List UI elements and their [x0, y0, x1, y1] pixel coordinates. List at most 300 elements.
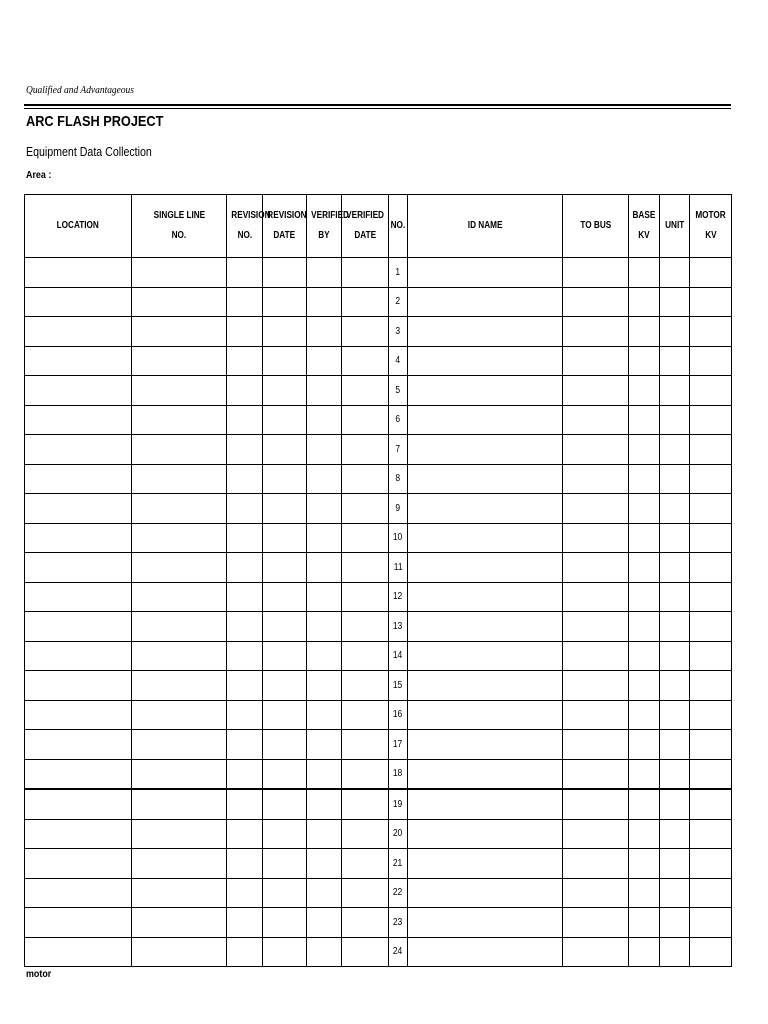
- table-cell: [660, 671, 690, 701]
- row-number-cell: [389, 908, 408, 938]
- table-cell: [263, 789, 307, 819]
- table-cell: [690, 908, 732, 938]
- row-number-cell: [389, 700, 408, 730]
- table-cell: [408, 908, 563, 938]
- table-row: [25, 287, 732, 317]
- table-cell: [342, 641, 389, 671]
- table-cell: [563, 435, 629, 465]
- row-number: 5: [395, 384, 401, 396]
- table-cell: [629, 376, 660, 406]
- table-cell: [563, 937, 629, 967]
- row-number-cell: [389, 937, 408, 967]
- table-cell: [25, 287, 132, 317]
- table-cell: [227, 258, 263, 288]
- table-row: [25, 612, 732, 642]
- table-cell: [227, 494, 263, 524]
- table-cell: [629, 641, 660, 671]
- table-row: [25, 641, 732, 671]
- row-number: 4: [395, 355, 401, 367]
- table-cell: [227, 405, 263, 435]
- table-cell: [408, 553, 563, 583]
- table-cell: [342, 700, 389, 730]
- table-row: [25, 759, 732, 789]
- table-row: [25, 435, 732, 465]
- table-cell: [408, 849, 563, 879]
- table-cell: [25, 317, 132, 347]
- table-cell: [342, 819, 389, 849]
- table-cell: [342, 582, 389, 612]
- table-cell: [563, 553, 629, 583]
- table-cell: [307, 582, 342, 612]
- table-cell: [690, 287, 732, 317]
- column-header-label: SINGLE LINE: [153, 210, 205, 221]
- table-cell: [660, 612, 690, 642]
- row-number: 13: [393, 620, 403, 632]
- table-cell: [660, 435, 690, 465]
- column-header-label: NO.: [390, 220, 406, 231]
- table-cell: [690, 878, 732, 908]
- table-cell: [132, 700, 227, 730]
- table-row: [25, 494, 732, 524]
- table-cell: [563, 464, 629, 494]
- table-cell: [629, 878, 660, 908]
- column-header-label: UNIT: [664, 220, 685, 231]
- row-number-cell: [389, 346, 408, 376]
- row-number-cell: [389, 730, 408, 760]
- table-cell: [132, 582, 227, 612]
- table-cell: [690, 464, 732, 494]
- table-cell: [690, 671, 732, 701]
- table-cell: [227, 671, 263, 701]
- table-cell: [342, 523, 389, 553]
- table-cell: [629, 287, 660, 317]
- table-cell: [342, 849, 389, 879]
- table-cell: [563, 849, 629, 879]
- table-cell: [408, 759, 563, 789]
- table-cell: [660, 730, 690, 760]
- table-cell: [263, 435, 307, 465]
- table-cell: [342, 553, 389, 583]
- row-number-cell: [389, 405, 408, 435]
- table-cell: [132, 671, 227, 701]
- table-cell: [690, 258, 732, 288]
- table-cell: [690, 346, 732, 376]
- table-cell: [25, 464, 132, 494]
- column-header: [307, 195, 349, 258]
- table-cell: [307, 700, 342, 730]
- table-cell: [263, 937, 307, 967]
- row-number: 8: [395, 473, 401, 485]
- table-cell: [408, 346, 563, 376]
- row-number-cell: [389, 376, 408, 406]
- table-cell: [690, 849, 732, 879]
- table-row: [25, 730, 732, 760]
- table-cell: [629, 937, 660, 967]
- table-cell: [563, 494, 629, 524]
- table-cell: [25, 878, 132, 908]
- table-row: [25, 819, 732, 849]
- table-cell: [307, 641, 342, 671]
- table-cell: [408, 405, 563, 435]
- table-cell: [408, 287, 563, 317]
- row-number: 7: [395, 443, 401, 455]
- column-header-label: REVISION: [231, 210, 271, 221]
- table-cell: [132, 759, 227, 789]
- table-row: [25, 317, 732, 347]
- table-cell: [629, 405, 660, 435]
- table-cell: [660, 287, 690, 317]
- row-number-cell: [389, 317, 408, 347]
- table-cell: [227, 464, 263, 494]
- table-cell: [227, 759, 263, 789]
- table-cell: [563, 819, 629, 849]
- table-cell: [690, 700, 732, 730]
- row-number: 22: [393, 887, 403, 899]
- row-number: 18: [393, 768, 403, 780]
- table-cell: [660, 553, 690, 583]
- table-cell: [408, 671, 563, 701]
- table-cell: [307, 258, 342, 288]
- table-cell: [342, 435, 389, 465]
- column-header: [389, 195, 408, 258]
- table-cell: [132, 641, 227, 671]
- table-row: [25, 671, 732, 701]
- column-header: [408, 195, 563, 258]
- table-row: [25, 700, 732, 730]
- table-cell: [690, 317, 732, 347]
- table-cell: [629, 494, 660, 524]
- table-cell: [263, 494, 307, 524]
- table-cell: [227, 346, 263, 376]
- row-number: 16: [393, 709, 403, 721]
- column-header: [132, 195, 227, 258]
- table-cell: [132, 435, 227, 465]
- table-cell: [660, 759, 690, 789]
- table-cell: [660, 346, 690, 376]
- table-cell: [132, 464, 227, 494]
- table-cell: [132, 287, 227, 317]
- column-header: [263, 195, 307, 258]
- table-cell: [660, 376, 690, 406]
- table-cell: [227, 612, 263, 642]
- column-header-label: TO BUS: [580, 220, 611, 231]
- table-cell: [132, 523, 227, 553]
- table-cell: [132, 317, 227, 347]
- table-cell: [408, 435, 563, 465]
- table-cell: [307, 730, 342, 760]
- column-header: [660, 195, 690, 258]
- table-cell: [307, 789, 342, 819]
- table-cell: [307, 878, 342, 908]
- table-cell: [25, 376, 132, 406]
- column-header-label-line2: KV: [638, 230, 650, 241]
- row-number-cell: [389, 494, 408, 524]
- row-number-cell: [389, 849, 408, 879]
- row-number: 24: [393, 946, 403, 958]
- table-cell: [25, 494, 132, 524]
- row-number: 9: [395, 502, 401, 514]
- table-cell: [690, 405, 732, 435]
- table-cell: [25, 582, 132, 612]
- row-number-cell: [389, 435, 408, 465]
- row-number-cell: [389, 819, 408, 849]
- table-cell: [307, 759, 342, 789]
- table-cell: [132, 376, 227, 406]
- table-cell: [563, 317, 629, 347]
- table-cell: [408, 523, 563, 553]
- table-cell: [690, 937, 732, 967]
- table-cell: [342, 789, 389, 819]
- row-number: 3: [395, 325, 401, 337]
- table-cell: [342, 346, 389, 376]
- table-cell: [227, 849, 263, 879]
- row-number-cell: [389, 258, 408, 288]
- row-number: 21: [393, 857, 403, 869]
- table-cell: [342, 317, 389, 347]
- table-cell: [563, 287, 629, 317]
- table-body: [25, 258, 732, 967]
- column-header: [690, 195, 732, 258]
- table-cell: [629, 464, 660, 494]
- table-cell: [690, 789, 732, 819]
- table-cell: [563, 612, 629, 642]
- table-cell: [408, 700, 563, 730]
- table-cell: [307, 553, 342, 583]
- table-cell: [227, 582, 263, 612]
- table-cell: [132, 789, 227, 819]
- table-cell: [408, 641, 563, 671]
- table-cell: [629, 908, 660, 938]
- table-cell: [563, 878, 629, 908]
- table-cell: [263, 258, 307, 288]
- table-cell: [263, 582, 307, 612]
- table-row: [25, 937, 732, 967]
- table-header-row: [25, 195, 732, 258]
- table-cell: [25, 553, 132, 583]
- page-title: ARC FLASH PROJECT: [26, 113, 164, 130]
- table-cell: [408, 612, 563, 642]
- table-cell: [563, 346, 629, 376]
- table-cell: [629, 849, 660, 879]
- table-cell: [690, 435, 732, 465]
- table-cell: [563, 523, 629, 553]
- table-cell: [132, 346, 227, 376]
- table-cell: [629, 730, 660, 760]
- row-number-cell: [389, 612, 408, 642]
- column-header-label-line2: DATE: [273, 230, 296, 241]
- table-cell: [660, 849, 690, 879]
- row-number: 20: [393, 828, 403, 840]
- table-cell: [263, 346, 307, 376]
- page-subtitle: Equipment Data Collection: [26, 145, 152, 159]
- table-cell: [660, 700, 690, 730]
- table-cell: [563, 582, 629, 612]
- table-cell: [629, 317, 660, 347]
- table-cell: [25, 730, 132, 760]
- table-cell: [263, 612, 307, 642]
- table-cell: [660, 937, 690, 967]
- table-cell: [307, 317, 342, 347]
- row-number: 12: [393, 591, 403, 603]
- table-cell: [25, 435, 132, 465]
- table-cell: [227, 317, 263, 347]
- row-number: 10: [393, 532, 403, 544]
- table-cell: [263, 759, 307, 789]
- table-cell: [408, 878, 563, 908]
- table-cell: [263, 819, 307, 849]
- row-number: 6: [395, 414, 401, 426]
- table-cell: [563, 700, 629, 730]
- row-number-cell: [389, 671, 408, 701]
- table-cell: [227, 908, 263, 938]
- table-row: [25, 258, 732, 288]
- table-cell: [132, 908, 227, 938]
- table-cell: [408, 582, 563, 612]
- table-cell: [629, 700, 660, 730]
- table-cell: [690, 553, 732, 583]
- table-cell: [563, 641, 629, 671]
- table-cell: [408, 258, 563, 288]
- row-number: 23: [393, 916, 403, 928]
- table-cell: [660, 317, 690, 347]
- table-cell: [132, 819, 227, 849]
- table-cell: [629, 435, 660, 465]
- table-cell: [227, 287, 263, 317]
- table-cell: [563, 376, 629, 406]
- table-cell: [263, 730, 307, 760]
- table-cell: [629, 582, 660, 612]
- table-cell: [263, 641, 307, 671]
- row-number: 1: [395, 266, 401, 278]
- table-row: [25, 553, 732, 583]
- table-cell: [307, 435, 342, 465]
- table-row: [25, 908, 732, 938]
- column-header: [227, 195, 271, 258]
- table-cell: [629, 759, 660, 789]
- table-cell: [342, 376, 389, 406]
- table-cell: [227, 553, 263, 583]
- area-label: Area :: [26, 169, 52, 181]
- table-cell: [25, 819, 132, 849]
- footer-note: motor: [26, 968, 52, 980]
- table-row: [25, 405, 732, 435]
- table-cell: [563, 908, 629, 938]
- table-cell: [408, 494, 563, 524]
- row-number-cell: [389, 464, 408, 494]
- table-cell: [660, 405, 690, 435]
- table-cell: [629, 553, 660, 583]
- equipment-data-table: [24, 194, 732, 967]
- table-cell: [132, 405, 227, 435]
- table-row: [25, 849, 732, 879]
- table-cell: [307, 346, 342, 376]
- table-cell: [227, 789, 263, 819]
- table-cell: [563, 258, 629, 288]
- column-header-label: BASE: [632, 210, 656, 221]
- table-cell: [132, 730, 227, 760]
- table-cell: [629, 671, 660, 701]
- table-cell: [408, 937, 563, 967]
- table-cell: [342, 671, 389, 701]
- table-cell: [25, 641, 132, 671]
- table-cell: [307, 612, 342, 642]
- table-cell: [263, 908, 307, 938]
- table-cell: [408, 376, 563, 406]
- table-cell: [342, 730, 389, 760]
- table-cell: [690, 523, 732, 553]
- table-cell: [660, 582, 690, 612]
- table-cell: [660, 819, 690, 849]
- table-cell: [25, 612, 132, 642]
- table-cell: [132, 612, 227, 642]
- table-cell: [227, 937, 263, 967]
- row-number: 11: [393, 561, 403, 573]
- table-cell: [629, 258, 660, 288]
- table-cell: [227, 730, 263, 760]
- table-row: [25, 789, 732, 819]
- column-header-label: ID NAME: [467, 220, 503, 231]
- table-cell: [563, 405, 629, 435]
- table-cell: [227, 641, 263, 671]
- header-rule-thin: [24, 108, 731, 109]
- table-cell: [690, 759, 732, 789]
- table-cell: [307, 405, 342, 435]
- table-cell: [25, 346, 132, 376]
- table-row: [25, 878, 732, 908]
- table-cell: [342, 878, 389, 908]
- table-cell: [307, 494, 342, 524]
- column-header-label: VERIFIED: [346, 210, 384, 221]
- table-cell: [25, 908, 132, 938]
- table-cell: [132, 258, 227, 288]
- table-cell: [629, 523, 660, 553]
- table-cell: [227, 376, 263, 406]
- table-cell: [660, 878, 690, 908]
- table-cell: [227, 700, 263, 730]
- table-cell: [408, 789, 563, 819]
- table-cell: [25, 849, 132, 879]
- column-header-label-line2: KV: [704, 230, 717, 241]
- column-header-label-line2: DATE: [354, 230, 376, 241]
- table-cell: [263, 849, 307, 879]
- table-cell: [307, 908, 342, 938]
- table-row: [25, 464, 732, 494]
- table-cell: [307, 376, 342, 406]
- column-header-label-line2: BY: [318, 230, 330, 241]
- table-row: [25, 582, 732, 612]
- table-cell: [263, 317, 307, 347]
- table-cell: [660, 641, 690, 671]
- row-number-cell: [389, 878, 408, 908]
- row-number-cell: [389, 582, 408, 612]
- table-cell: [342, 287, 389, 317]
- table-cell: [25, 759, 132, 789]
- table-cell: [263, 376, 307, 406]
- table-row: [25, 376, 732, 406]
- table-cell: [660, 523, 690, 553]
- table-cell: [307, 523, 342, 553]
- table-cell: [263, 464, 307, 494]
- table-cell: [263, 671, 307, 701]
- table-cell: [342, 464, 389, 494]
- table-cell: [227, 819, 263, 849]
- column-header-label: REVISION: [267, 210, 307, 221]
- table-cell: [227, 435, 263, 465]
- table-cell: [408, 819, 563, 849]
- table-cell: [690, 730, 732, 760]
- table-cell: [660, 464, 690, 494]
- column-header: [563, 195, 629, 258]
